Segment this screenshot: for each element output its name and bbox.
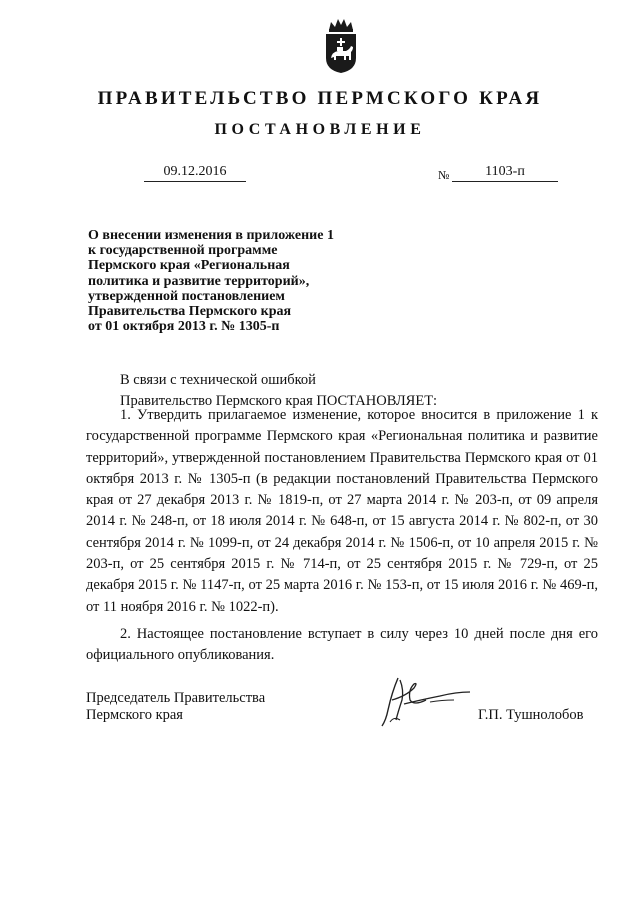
subject-line: к государственной программе	[88, 243, 278, 259]
paragraph-2: 2. Настоящее постановление вступает в силу через 10 дней после дня его официального опубликования.	[86, 626, 598, 664]
signer-title	[86, 690, 265, 724]
coat-of-arms-icon	[322, 16, 360, 74]
subject-line: Правительства Пермского края	[88, 304, 292, 320]
paragraph-1: 1. Утвердить прилагаемое изменение, которое вносится в приложение 1 к государственной программе Пермского края «Региональная политика и развитие территорий», утвержденной постановлением Правительства Пермского края от 01 октября 2013 г. № 1305-п (в редакции постановлений Правительства Пермского края от 27 декабря 2013 г. № 1819-п, от 27 марта 2014 г. № 203-п, от 09 апреля 2014 г. № 248-п, от 18 июля 2014 г. № 648-п, от 15 августа 2014 г. № 802-п, от 30 сентября 2014 г. № 1099-п, от 24 декабря 2014 г. № 1506-п, от 10 апреля 2015 г. № 203-п, от 25 сентября 2015 г. № 714-п, от 25 сентября 2015 г. № 729-п, от 25 декабря 2015 г. № 1147-п, от 25 марта 2016 г. № 153-п, от 15 июля 2016 г. № 469-п, от 11 ноября 2016 г. № 1022-п).	[86, 407, 598, 615]
document-date: 09.12.2016	[144, 163, 246, 182]
signer-title-line: Пермского края	[86, 707, 183, 723]
subject-line: Пермского края «Региональная	[88, 258, 290, 274]
number-sign: №	[438, 168, 450, 182]
subject-line: политика и развитие территорий»,	[88, 273, 310, 289]
document-number: 1103-п	[452, 163, 558, 182]
signer-name: Г.П. Тушнолобов	[478, 707, 584, 723]
signer-title-line: Председатель Правительства	[86, 690, 266, 706]
intro-line: В связи с технической ошибкой	[120, 372, 316, 388]
document-type: ПОСТАНОВЛЕНИЕ	[214, 121, 426, 138]
organization-title: ПРАВИТЕЛЬСТВО ПЕРМСКОГО КРАЯ	[97, 88, 543, 109]
document-subject	[88, 228, 388, 334]
intro-line: Правительство Пермского края ПОСТАНОВЛЯЕТ:	[120, 393, 438, 409]
handwritten-signature-icon	[370, 670, 480, 730]
subject-line: от 01 октября 2013 г. № 1305-п	[88, 319, 280, 335]
subject-line: утвержденной постановлением	[88, 288, 285, 304]
subject-line: О внесении изменения в приложение 1	[88, 228, 334, 243]
